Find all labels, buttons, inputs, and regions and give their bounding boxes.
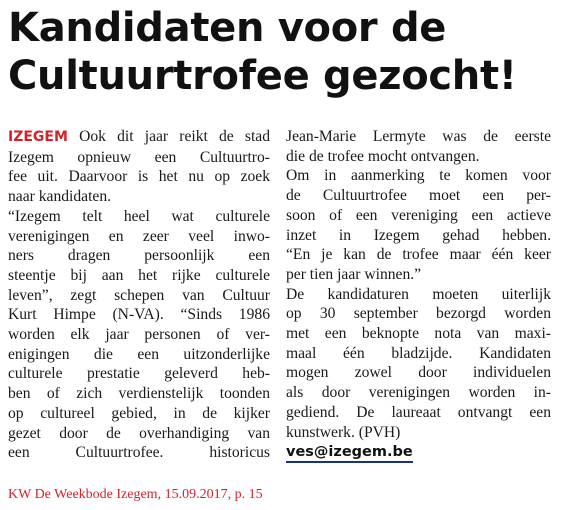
article-line: verenigingen en zeer veel inwo-	[8, 227, 270, 245]
article-line: ben of zich verdienstelijk toonden	[8, 385, 270, 403]
headline-line-2: Cultuurtrofee gezocht!	[8, 53, 517, 99]
article-line: op cultureel gebied, in de kijker	[8, 404, 270, 422]
article-line: Om in aanmerking te komen voor	[286, 167, 551, 185]
email-link[interactable]: ves@izegem.be	[286, 444, 413, 463]
headline-line-1: Kandidaten voor de	[8, 5, 447, 51]
article-line: Izegem opnieuw een Cultuurtro-	[8, 148, 270, 166]
article-line: worden elk jaar personen of ver-	[8, 326, 270, 344]
article-line: Kurt Himpe (N-VA). “Sinds 1986	[8, 306, 270, 324]
article-line: culturele prestatie geleverd heb-	[8, 365, 270, 383]
source-citation: KW De Weekbode Izegem, 15.09.2017, p. 15	[8, 487, 263, 502]
article-line: kunstwerk. (PVH)	[286, 423, 401, 441]
article-line: “Izegem telt heel wat culturele	[8, 207, 270, 225]
article-line: inzet in Izegem gehad hebben.	[286, 226, 551, 244]
article-line: ners dragen persoonlijk een	[8, 247, 270, 265]
article-line: op 30 september bezorgd worden	[286, 305, 551, 323]
article-line: maal één bladzijde. Kandidaten	[286, 344, 551, 362]
article-line: steentje bij aan het rijke culturele	[8, 266, 270, 284]
article-line: gediend. De laureaat ontvangt een	[286, 403, 551, 421]
article-line: Jean-Marie Lermyte was de eerste	[286, 128, 551, 145]
article-line: soon of een vereniging een actieve	[286, 206, 551, 224]
article-line: als door verenigingen worden in-	[286, 384, 551, 402]
article-line: fee uit. Daarvoor is het nu op zoek	[8, 168, 270, 186]
article-line: De kandidaturen moeten uiterlijk	[286, 285, 551, 303]
placename: IZEGEM	[8, 129, 68, 145]
article-line: naar kandidaten.	[8, 188, 112, 206]
email-line	[286, 442, 551, 463]
article-line: een Cultuurtrofee. historicus	[8, 444, 270, 462]
article-line: gezet door de overhandiging van	[8, 424, 270, 442]
article-line: IZEGEM Ook dit jaar reikt de stad	[8, 128, 270, 145]
article-line: “En je kan de trofee maar één keer	[286, 246, 551, 264]
article-column-left	[8, 127, 270, 463]
article-line: enigingen die een uitzonderlijke	[8, 345, 270, 363]
article-line: met een beknopte nota van maxi-	[286, 325, 551, 343]
article-line: die de trofee mocht ontvangen.	[286, 147, 480, 165]
headline	[8, 4, 556, 100]
article-line: leven”, zegt schepen van Cultuur	[8, 286, 270, 304]
article-line: per tien jaar winnen.”	[286, 265, 422, 283]
article-line: mogen zowel door individuelen	[286, 364, 551, 382]
article-column-right	[286, 127, 551, 463]
article-line: de Cultuurtrofee moet een per-	[286, 187, 551, 205]
